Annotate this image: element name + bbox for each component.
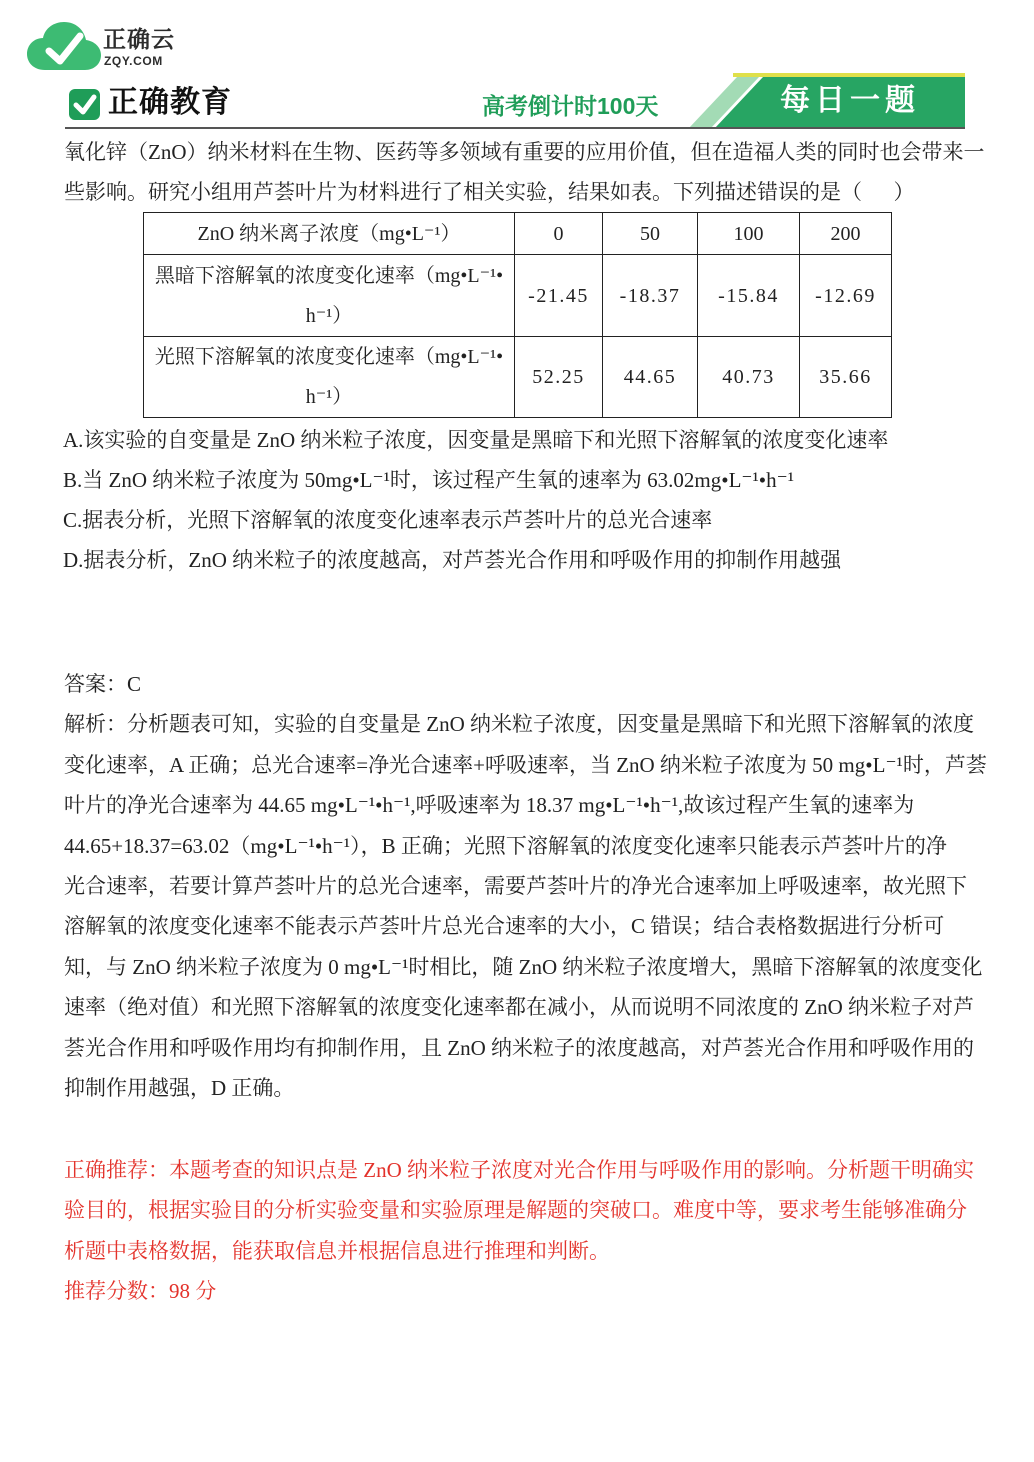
analysis-line: 荟光合作用和呼吸作用均有抑制作用，且 ZnO 纳米粒子的浓度越高，对芦荟光合作用和呼吸作用的 [64, 1035, 974, 1060]
recommendation [64, 1150, 974, 1312]
analysis-line: 变化速率，A 正确；总光合速率=净光合速率+呼吸速率，当 ZnO 纳米粒子浓度为 50 mg•L⁻¹时，芦荟 [64, 752, 987, 777]
table-header-row [144, 213, 892, 255]
check-box-icon [68, 87, 102, 121]
option-a: A.该实验的自变量是 ZnO 纳米粒子浓度，因变量是黑暗下和光照下溶解氧的浓度变化速率 [63, 428, 889, 452]
analysis-line: 叶片的净光合速率为 44.65 mg•L⁻¹•h⁻¹,呼吸速率为 18.37 mg•L⁻¹•h⁻¹,故该过程产生氧的速率为 [64, 793, 915, 818]
table-cell: 52.25 [515, 337, 603, 418]
answer-line: 答案：C [64, 672, 142, 696]
option-c: C.据表分析，光照下溶解氧的浓度变化速率表示芦荟叶片的总光合速率 [63, 508, 713, 532]
analysis-line: 溶解氧的浓度变化速率不能表示芦荟叶片总光合速率的大小，C 错误；结合表格数据进行分析可 [64, 914, 945, 939]
table-header-cell: 200 [800, 213, 892, 255]
brand-top-domain: ZQY.COM [104, 54, 163, 68]
table-header-concentration: ZnO 纳米离子浓度（mg•L⁻¹） [144, 213, 515, 255]
table-cell: 35.66 [800, 337, 892, 418]
cloud-check-icon [27, 20, 101, 72]
recommendation-line: 正确推荐：本题考查的知识点是 ZnO 纳米粒子浓度对光合作用与呼吸作用的影响。分析题干明确实 [64, 1158, 974, 1182]
option-b: B.当 ZnO 纳米粒子浓度为 50mg•L⁻¹时，该过程产生氧的速率为 63.02mg•L⁻¹•h⁻¹ [63, 468, 795, 492]
analysis-line: 光合速率，若要计算芦荟叶片的总光合速率，需要芦荟叶片的净光合速率加上呼吸速率，故光照下 [64, 873, 967, 898]
top-brand-logo [27, 20, 101, 77]
results-table [143, 212, 892, 418]
countdown-text: 高考倒计时100天 [482, 93, 659, 119]
table-row-label: 光照下溶解氧的浓度变化速率（mg•L⁻¹•h⁻¹） [144, 337, 515, 418]
table-cell: -18.37 [603, 255, 698, 337]
analysis-line: 速率（绝对值）和光照下溶解氧的浓度变化速率都在减小，从而说明不同浓度的 ZnO 纳米粒子对芦 [64, 995, 974, 1020]
recommendation-line: 验目的，根据实验目的分析实验变量和实验原理是解题的突破口。难度中等，要求考生能够准确分 [64, 1198, 967, 1223]
table-row [144, 255, 892, 337]
analysis-line: 抑制作用越强，D 正确。 [64, 1075, 295, 1100]
table-header-cell: 50 [603, 213, 698, 255]
recommendation-score: 推荐分数：98 分 [64, 1279, 217, 1304]
table-header-cell: 100 [698, 213, 800, 255]
answer-analysis [64, 664, 987, 1108]
question-stem-line: 氧化锌（ZnO）纳米材料在生物、医药等多领域有重要的应用价值，但在造福人类的同时也会带来一 [64, 140, 985, 164]
table-row [144, 337, 892, 418]
brand-top-name: 正确云 [103, 26, 175, 52]
table-cell: -21.45 [515, 255, 603, 337]
recommendation-line: 析题中表格数据，能获取信息并根据信息进行推理和判断。 [64, 1238, 610, 1263]
analysis-line: 44.65+18.37=63.02（mg•L⁻¹•h⁻¹），B 正确；光照下溶解氧的浓度变化速率只能表示芦荟叶片的净 [64, 833, 947, 858]
table-row-label: 黑暗下溶解氧的浓度变化速率（mg•L⁻¹•h⁻¹） [144, 255, 515, 337]
banner-title: 每日一题 [780, 84, 920, 117]
analysis-line: 知，与 ZnO 纳米粒子浓度为 0 mg•L⁻¹时相比，随 ZnO 纳米粒子浓度增大，黑暗下溶解氧的浓度变化 [64, 954, 983, 979]
main-brand-logo [68, 87, 102, 126]
options-list [63, 420, 888, 580]
question-stem [64, 132, 985, 212]
table-cell: 40.73 [698, 337, 800, 418]
table-cell: -12.69 [800, 255, 892, 337]
brand-main-name: 正确教育 [108, 86, 232, 119]
header-divider [65, 127, 965, 129]
table-cell: 44.65 [603, 337, 698, 418]
table-cell: -15.84 [698, 255, 800, 337]
table-header-cell: 0 [515, 213, 603, 255]
analysis-line: 解析：分析题表可知，实验的自变量是 ZnO 纳米粒子浓度，因变量是黑暗下和光照下溶解氧的浓度 [64, 712, 974, 737]
question-stem-line: 些影响。研究小组用芦荟叶片为材料进行了相关实验，结果如表。下列描述错误的是（ ） [64, 180, 915, 204]
option-d: D.据表分析，ZnO 纳米粒子的浓度越高，对芦荟光合作用和呼吸作用的抑制作用越强 [63, 548, 842, 572]
